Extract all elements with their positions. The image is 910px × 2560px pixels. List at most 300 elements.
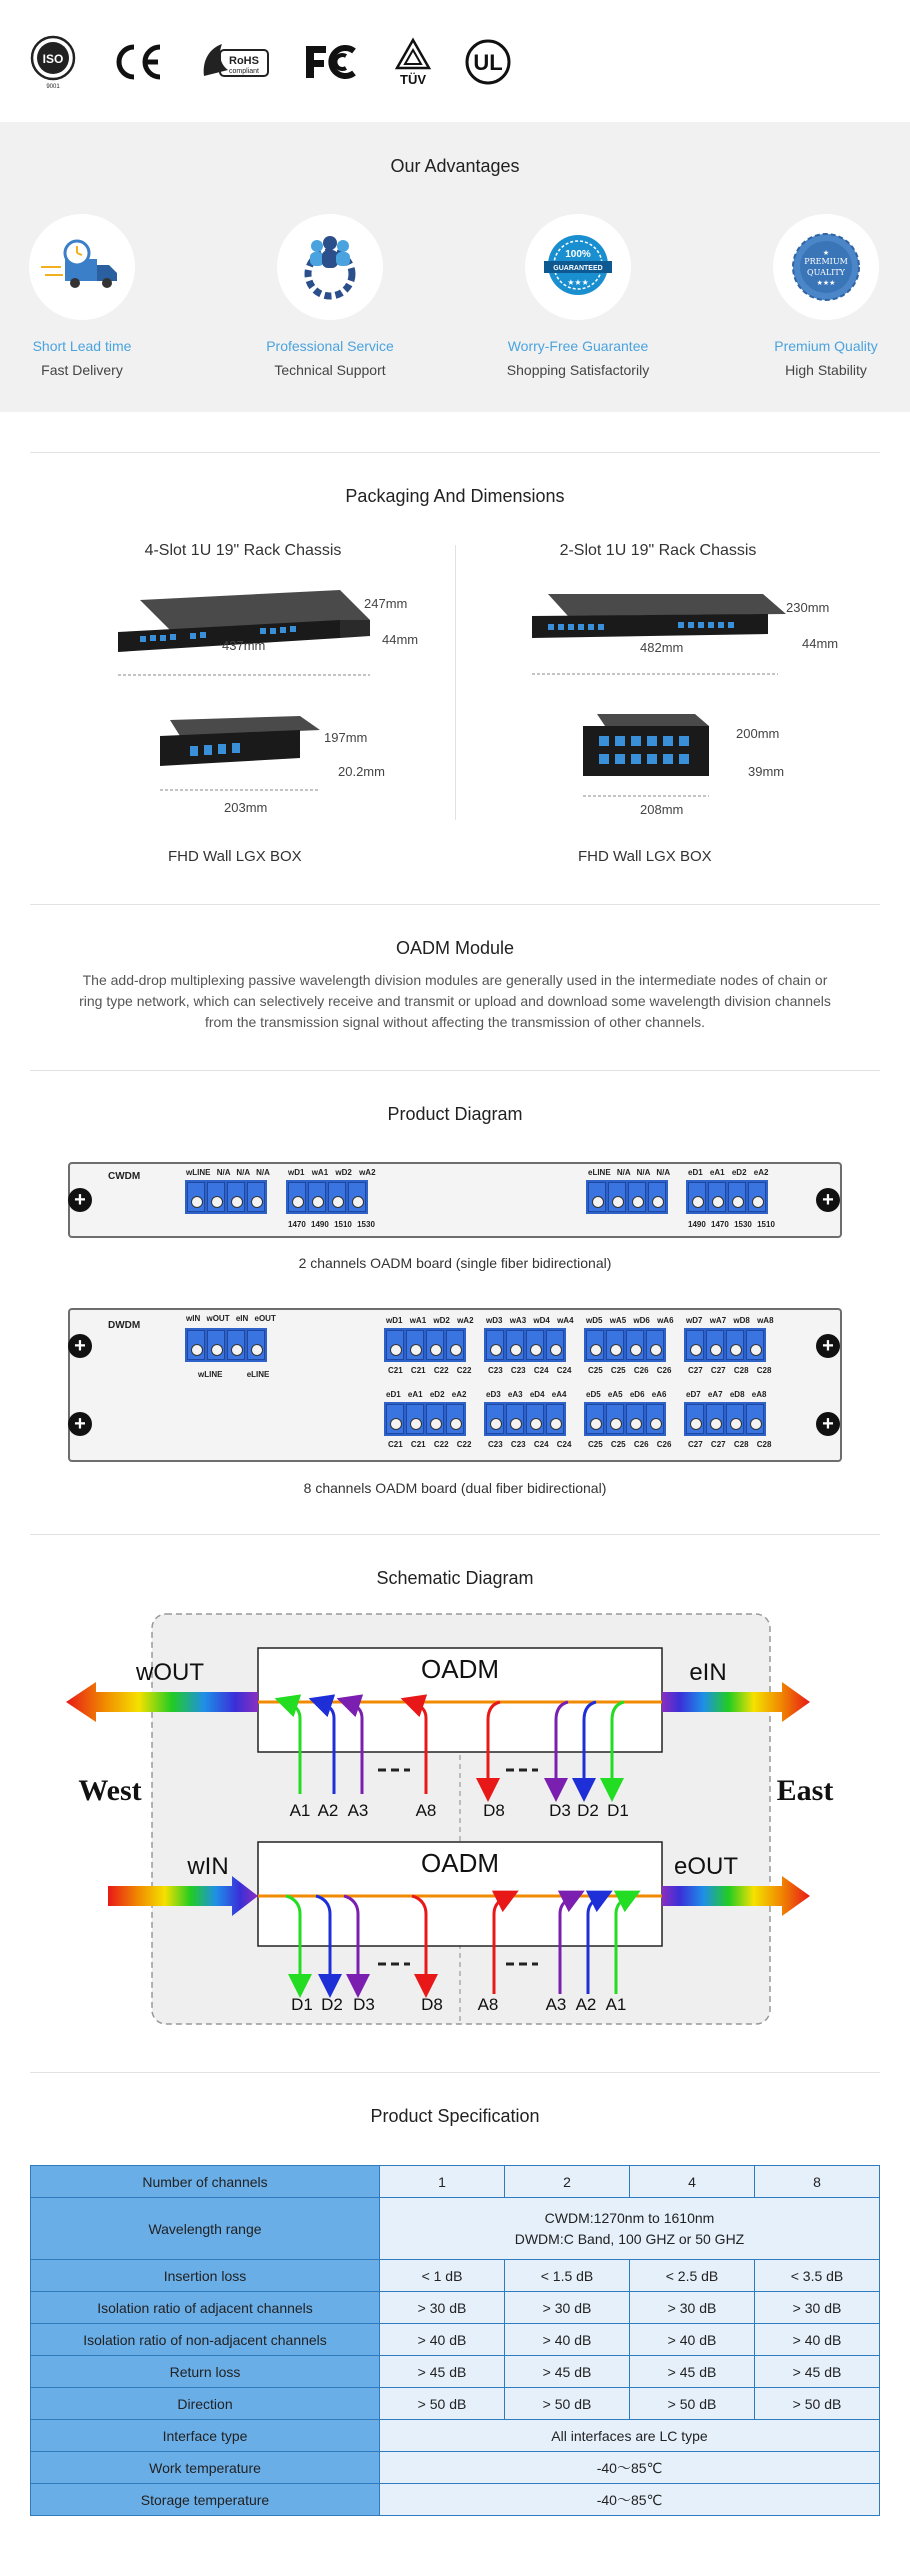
lgx-box-right-image	[575, 710, 735, 806]
drop-label: D8	[483, 1801, 505, 1820]
lc-port	[686, 1404, 704, 1434]
port-label: eA1	[407, 1390, 423, 1399]
port-label: eD3	[486, 1390, 501, 1399]
cwdm-port-group	[586, 1180, 668, 1214]
iso-9001-icon	[28, 34, 78, 90]
port-label: eLINE	[246, 1370, 270, 1379]
tuv-icon	[390, 34, 436, 90]
drop-label: D2	[577, 1801, 599, 1820]
port-label: eD8	[729, 1390, 745, 1399]
svg-text:QUALITY: QUALITY	[807, 268, 845, 277]
port-label: C23	[510, 1440, 526, 1449]
cwdm-board	[68, 1162, 842, 1238]
diagram-title: Product Diagram	[387, 1104, 523, 1124]
drop-label: D3	[549, 1801, 571, 1820]
port-label: C21	[410, 1366, 426, 1375]
dwdm-line-bottom-labels	[198, 1370, 269, 1379]
chassis-4slot-title: 4-Slot 1U 19" Rack Chassis	[144, 542, 342, 559]
spec-value-merged	[380, 2198, 880, 2260]
lc-port	[606, 1330, 624, 1360]
port-label: eD1	[688, 1168, 703, 1177]
schematic-title: Schematic Diagram	[376, 1568, 534, 1588]
cwdm-left-g2-labels	[288, 1168, 376, 1177]
port-label-row	[486, 1316, 574, 1325]
dwdm-line-labels	[186, 1314, 276, 1323]
port-label: wLINE	[198, 1370, 223, 1379]
port-label: C25	[588, 1366, 603, 1375]
spec-value-merged	[380, 2452, 880, 2484]
chassis-2slot-title: 2-Slot 1U 19" Rack Chassis	[559, 542, 757, 559]
port-label: C22	[456, 1366, 472, 1375]
port-label-row	[486, 1390, 566, 1399]
port-label: C27	[688, 1440, 703, 1449]
spec-value: > 45 dB	[380, 2356, 505, 2388]
lc-port	[187, 1182, 205, 1212]
rohs-sub: compliant	[229, 68, 259, 75]
port-label: C27	[688, 1366, 703, 1375]
spec-value: > 50 dB	[380, 2388, 505, 2420]
advantages-title: Our Advantages	[390, 156, 520, 176]
lc-port	[588, 1182, 606, 1212]
spec-row	[31, 2324, 880, 2356]
port-label: eD7	[686, 1390, 701, 1399]
divider	[30, 452, 880, 453]
port-label: wD1	[386, 1316, 403, 1325]
port-label: wD8	[733, 1316, 750, 1325]
iso-label: ISO	[42, 52, 64, 66]
port-label: 1470	[711, 1220, 729, 1229]
spec-label: Isolation ratio of non-adjacent channels	[31, 2324, 380, 2356]
port-label: eA4	[551, 1390, 567, 1399]
spec-table	[30, 2165, 880, 2516]
mount-screw-icon: +	[816, 1412, 840, 1436]
spec-value: > 30 dB	[755, 2292, 880, 2324]
lc-port	[546, 1404, 564, 1434]
spec-value: > 40 dB	[755, 2324, 880, 2356]
lc-port	[506, 1404, 524, 1434]
port-label: eA6	[651, 1390, 667, 1399]
advantage-item-guarantee	[488, 214, 668, 378]
lc-port	[646, 1330, 664, 1360]
lc-port	[706, 1330, 724, 1360]
advantage-item-lead-time	[0, 214, 172, 378]
dim-lgx-left-depth: 197mm	[324, 730, 368, 745]
advantage-subtitle: High Stability	[785, 362, 867, 378]
drop-label: A8	[477, 1995, 499, 2014]
port-label: C23	[510, 1366, 526, 1375]
port-label: C21	[388, 1440, 403, 1449]
dwdm-board-label: DWDM	[108, 1320, 141, 1331]
ul-label: UL	[473, 50, 503, 75]
port-label: C26	[656, 1366, 672, 1375]
lc-port	[446, 1404, 464, 1434]
port-label-row	[588, 1366, 671, 1375]
port-label: eA7	[707, 1390, 723, 1399]
lc-port	[486, 1404, 504, 1434]
port-label: wLINE	[186, 1168, 211, 1177]
lc-port	[646, 1404, 664, 1434]
port-label: eA2	[451, 1390, 467, 1399]
mount-screw-icon: +	[816, 1334, 840, 1358]
port-label: N/A	[616, 1168, 631, 1177]
spec-label: Return loss	[31, 2356, 380, 2388]
port-label: C22	[456, 1440, 472, 1449]
lc-port	[406, 1404, 424, 1434]
lc-port	[446, 1330, 464, 1360]
port-label: wA7	[709, 1316, 727, 1325]
port-label: C26	[656, 1440, 672, 1449]
spec-value-line: All interfaces are LC type	[551, 2427, 708, 2444]
lc-port	[748, 1182, 766, 1212]
spec-row	[31, 2388, 880, 2420]
port-label-row	[686, 1390, 766, 1399]
lc-port	[586, 1404, 604, 1434]
drop-label: A1	[289, 1801, 311, 1820]
advantage-title: Short Lead time	[32, 338, 132, 354]
drop-label: A3	[347, 1801, 369, 1820]
port-label-row	[588, 1440, 671, 1449]
dwdm-port-group	[584, 1402, 666, 1436]
iso-sub: 9001	[46, 84, 60, 90]
spec-value: 1	[380, 2166, 505, 2198]
spec-value-merged	[380, 2420, 880, 2452]
svg-text:★: ★	[822, 249, 830, 257]
spec-row	[31, 2260, 880, 2292]
port-label: C24	[556, 1366, 572, 1375]
port-label: C24	[533, 1366, 549, 1375]
port-label: C25	[610, 1440, 626, 1449]
port-label-row	[586, 1390, 666, 1399]
port-label: wD1	[288, 1168, 305, 1177]
lgx-box-left-image	[150, 710, 330, 800]
packaging-title: Packaging And Dimensions	[345, 486, 565, 506]
lc-port	[708, 1182, 726, 1212]
premium-quality-icon	[773, 214, 879, 320]
lc-port	[746, 1330, 764, 1360]
port-label: eD4	[529, 1390, 545, 1399]
spec-value: > 40 dB	[380, 2324, 505, 2356]
label-ein: eIN	[689, 1659, 727, 1686]
lc-port	[626, 1330, 644, 1360]
lgx-box-left-caption: FHD Wall LGX BOX	[168, 848, 302, 865]
spec-row	[31, 2484, 880, 2516]
port-label: C22	[433, 1440, 449, 1449]
label-eout: eOUT	[673, 1853, 739, 1880]
spec-value: < 3.5 dB	[755, 2260, 880, 2292]
port-label: wD5	[586, 1316, 603, 1325]
port-label: 1490	[311, 1220, 329, 1229]
port-label: C24	[533, 1440, 549, 1449]
mount-screw-icon: +	[68, 1188, 92, 1212]
lc-port	[426, 1330, 444, 1360]
port-label: wA6	[657, 1316, 674, 1325]
dim-lgx-left-height: 20.2mm	[338, 764, 385, 779]
spec-value-merged	[380, 2484, 880, 2516]
cwdm-left-wavelengths	[288, 1220, 375, 1229]
port-label: 1530	[734, 1220, 752, 1229]
port-label: N/A	[236, 1168, 250, 1177]
dwdm-port-group	[684, 1328, 766, 1362]
port-label: eA1	[709, 1168, 725, 1177]
port-label: C23	[488, 1440, 503, 1449]
port-label: wA2	[457, 1316, 474, 1325]
port-label-row	[388, 1366, 471, 1375]
port-label: eIN	[235, 1314, 249, 1323]
cwdm-board-caption: 2 channels OADM board (single fiber bidirectional)	[298, 1255, 612, 1271]
drop-label: D8	[421, 1995, 443, 2014]
port-label-row	[488, 1440, 571, 1449]
cwdm-port-group	[185, 1180, 267, 1214]
spec-row	[31, 2198, 880, 2260]
svg-text:100%: 100%	[565, 249, 591, 260]
spec-title: Product Specification	[370, 2106, 540, 2126]
port-label: eA2	[753, 1168, 769, 1177]
schematic-diagram	[60, 1610, 850, 2040]
rohs-icon	[198, 34, 272, 90]
lc-port	[546, 1330, 564, 1360]
divider	[30, 904, 880, 905]
port-label: wIN	[186, 1314, 201, 1323]
lc-port	[628, 1182, 646, 1212]
divider	[30, 1534, 880, 1535]
lc-port	[648, 1182, 666, 1212]
port-label: C28	[733, 1366, 749, 1375]
spec-value: > 50 dB	[755, 2388, 880, 2420]
spec-label: Wavelength range	[31, 2198, 380, 2260]
spec-value: > 50 dB	[505, 2388, 630, 2420]
port-label: N/A	[216, 1168, 231, 1177]
lc-port	[526, 1404, 544, 1434]
dim-lgx-left-width: 203mm	[224, 800, 268, 815]
spec-value: 2	[505, 2166, 630, 2198]
dim-lgx-right-height: 39mm	[748, 764, 785, 779]
spec-value: > 30 dB	[380, 2292, 505, 2324]
dim-2slot-height: 44mm	[802, 636, 839, 651]
advantage-title: Premium Quality	[774, 338, 878, 354]
spec-value: < 1.5 dB	[505, 2260, 630, 2292]
port-label: wD7	[686, 1316, 703, 1325]
lc-port	[746, 1404, 764, 1434]
label-wout: wOUT	[136, 1659, 204, 1686]
mount-screw-icon: +	[68, 1412, 92, 1436]
port-label: C22	[433, 1366, 449, 1375]
lgx-box-right-caption: FHD Wall LGX BOX	[578, 848, 712, 865]
lc-port	[406, 1330, 424, 1360]
lc-port	[187, 1330, 205, 1360]
spec-label: Storage temperature	[31, 2484, 380, 2516]
port-label-row	[688, 1366, 771, 1375]
lc-port	[308, 1182, 326, 1212]
dwdm-port-group	[484, 1328, 566, 1362]
port-label: wD6	[633, 1316, 650, 1325]
drop-label: A2	[317, 1801, 339, 1820]
spec-value: < 2.5 dB	[630, 2260, 755, 2292]
dim-4slot-height: 44mm	[382, 632, 419, 647]
port-label: C27	[710, 1366, 726, 1375]
port-label-row	[686, 1316, 774, 1325]
advantage-subtitle: Technical Support	[274, 362, 386, 378]
spec-label: Work temperature	[31, 2452, 380, 2484]
divider	[30, 1070, 880, 1071]
spec-row	[31, 2292, 880, 2324]
oadm-description: The add-drop multiplexing passive wavelength division modules are generally used in the intermediate nodes of chain or ring type network, which can selectively receive and transmit or upload and download some wavelength division channels from the transmission signal without affecting the transmission of other channels.	[79, 972, 831, 1030]
port-label: wA3	[509, 1316, 527, 1325]
fcc-icon	[302, 34, 360, 90]
oadm-title: OADM Module	[395, 938, 515, 958]
spec-value: > 50 dB	[630, 2388, 755, 2420]
lc-port	[506, 1330, 524, 1360]
drop-label: D1	[607, 1801, 629, 1820]
column-divider	[455, 545, 456, 820]
port-label-row	[488, 1366, 571, 1375]
divider	[30, 2072, 880, 2073]
lc-port	[728, 1182, 746, 1212]
port-label: wA2	[359, 1168, 376, 1177]
port-label: C28	[756, 1366, 772, 1375]
port-label-row	[386, 1390, 466, 1399]
dwdm-port-group	[684, 1402, 766, 1436]
dwdm-port-group	[384, 1328, 466, 1362]
lc-port	[348, 1182, 366, 1212]
port-label: wD4	[533, 1316, 550, 1325]
drop-label: D2	[321, 1995, 343, 2014]
port-label: C26	[633, 1440, 649, 1449]
advantage-title: Professional Service	[266, 338, 394, 354]
certification-bar	[0, 0, 910, 122]
lc-port	[328, 1182, 346, 1212]
port-label: wA8	[757, 1316, 774, 1325]
lc-port	[426, 1404, 444, 1434]
dwdm-board-caption: 8 channels OADM board (dual fiber bidirectional)	[303, 1480, 607, 1496]
advantages-section	[0, 122, 910, 412]
drop-label: A1	[605, 1995, 627, 2014]
advantage-item-service	[240, 214, 420, 378]
port-label: eD2	[731, 1168, 747, 1177]
port-label: N/A	[256, 1168, 270, 1177]
delivery-truck-icon	[29, 214, 135, 320]
lc-port	[706, 1404, 724, 1434]
cwdm-right-g2-labels	[688, 1168, 768, 1177]
port-label: 1470	[288, 1220, 306, 1229]
lc-port	[288, 1182, 306, 1212]
lc-port	[688, 1182, 706, 1212]
port-label: C21	[410, 1440, 426, 1449]
port-label: 1510	[334, 1220, 352, 1229]
port-label: 1490	[688, 1220, 706, 1229]
spec-row	[31, 2356, 880, 2388]
dim-2slot-depth: 230mm	[786, 600, 830, 615]
lc-port	[608, 1182, 626, 1212]
port-label: C21	[388, 1366, 403, 1375]
port-label-row	[586, 1316, 674, 1325]
lc-port	[726, 1330, 744, 1360]
port-label: wD3	[486, 1316, 503, 1325]
port-label-row	[386, 1316, 474, 1325]
port-label: C26	[633, 1366, 649, 1375]
drop-label: A2	[575, 1995, 597, 2014]
port-label-row	[388, 1440, 471, 1449]
spec-value: > 45 dB	[755, 2356, 880, 2388]
port-label: wOUT	[206, 1314, 230, 1323]
lc-port	[686, 1330, 704, 1360]
dwdm-port-group	[384, 1402, 466, 1436]
spec-value: < 1 dB	[380, 2260, 505, 2292]
port-label: wA4	[557, 1316, 574, 1325]
lc-port	[486, 1330, 504, 1360]
cwdm-port-group	[686, 1180, 768, 1214]
spec-label: Interface type	[31, 2420, 380, 2452]
port-label: C23	[488, 1366, 503, 1375]
tuv-label: TÜV	[400, 72, 426, 87]
mount-screw-icon: +	[68, 1334, 92, 1358]
dwdm-port-group	[484, 1402, 566, 1436]
spec-label: Direction	[31, 2388, 380, 2420]
dwdm-board	[68, 1308, 842, 1462]
drop-label: A8	[415, 1801, 437, 1820]
drop-label: D1	[291, 1995, 313, 2014]
port-label: wA1	[311, 1168, 329, 1177]
cwdm-board-label: CWDM	[108, 1171, 141, 1182]
advantage-subtitle: Shopping Satisfactorily	[506, 362, 650, 378]
port-label-row	[688, 1440, 771, 1449]
rohs-label: RoHS	[229, 55, 259, 67]
spec-label: Isolation ratio of adjacent channels	[31, 2292, 380, 2324]
spec-value: > 40 dB	[630, 2324, 755, 2356]
port-label: C27	[710, 1440, 726, 1449]
port-label: wD2	[433, 1316, 450, 1325]
port-label: wA1	[409, 1316, 427, 1325]
spec-row	[31, 2420, 880, 2452]
team-gear-icon	[277, 214, 383, 320]
label-win: wIN	[187, 1853, 229, 1880]
advantage-item-quality	[736, 214, 910, 378]
svg-text:★★★: ★★★	[567, 278, 589, 287]
port-label: 1530	[357, 1220, 375, 1229]
port-label: N/A	[636, 1168, 651, 1177]
port-label: wA5	[609, 1316, 627, 1325]
lc-port	[526, 1330, 544, 1360]
drop-label: D3	[353, 1995, 375, 2014]
spec-value: > 45 dB	[505, 2356, 630, 2388]
dim-2slot-width: 482mm	[640, 640, 684, 655]
port-label: N/A	[656, 1168, 671, 1177]
spec-label: Number of channels	[31, 2166, 380, 2198]
dim-4slot-depth: 247mm	[364, 596, 408, 611]
port-label: C24	[556, 1440, 572, 1449]
port-label: eD1	[386, 1390, 401, 1399]
lc-port	[247, 1182, 265, 1212]
lc-port	[606, 1404, 624, 1434]
cwdm-port-group	[286, 1180, 368, 1214]
port-label: C25	[588, 1440, 603, 1449]
cwdm-right-wavelengths	[688, 1220, 775, 1229]
port-label: eD2	[429, 1390, 445, 1399]
label-west: West	[78, 1774, 142, 1807]
lc-port	[207, 1182, 225, 1212]
lc-port	[386, 1404, 404, 1434]
spec-row	[31, 2452, 880, 2484]
spec-value-line: CWDM:1270nm to 1610nm	[544, 2209, 715, 2226]
port-label: eD5	[586, 1390, 601, 1399]
lc-port	[586, 1330, 604, 1360]
ul-icon	[462, 34, 514, 90]
dwdm-port-group	[584, 1328, 666, 1362]
cwdm-right-g1-labels	[588, 1168, 670, 1177]
cwdm-left-g1-labels	[186, 1168, 270, 1177]
spec-value: > 40 dB	[505, 2324, 630, 2356]
dwdm-line-port-group	[185, 1328, 267, 1362]
spec-value: 4	[630, 2166, 755, 2198]
